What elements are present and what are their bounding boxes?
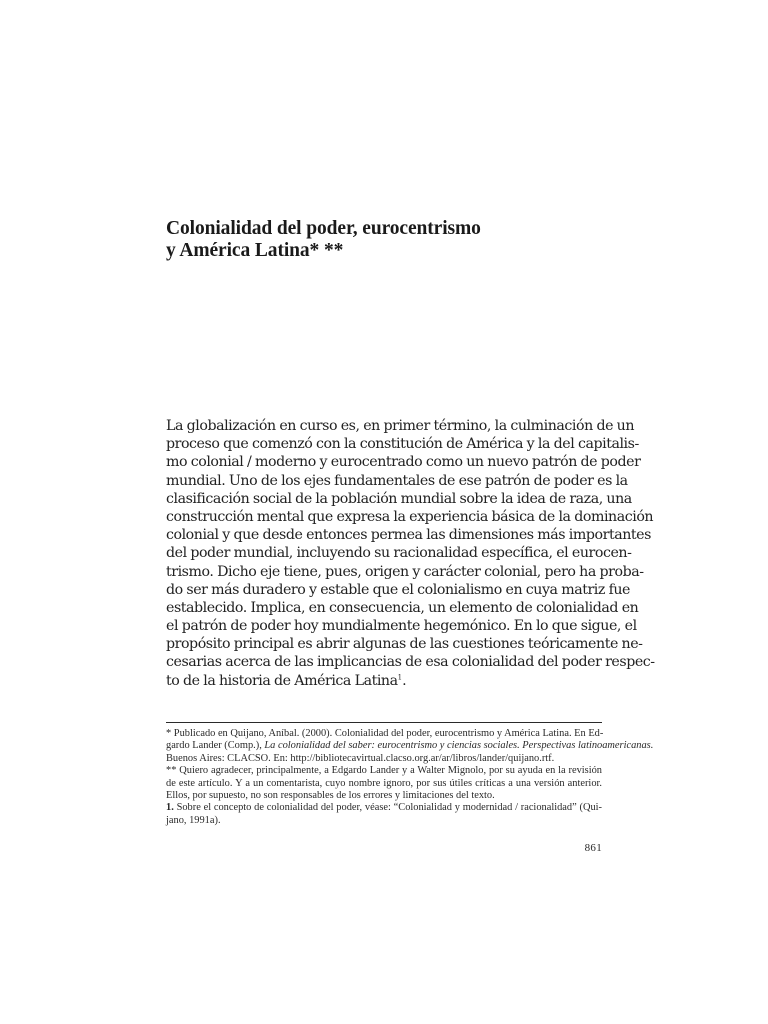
- footnote-reference-link[interactable]: 1: [397, 672, 403, 681]
- body-line: cesarias acerca de las implicancias de esa colonialidad del poder respec-: [166, 654, 655, 671]
- footnote-3-text: Sobre el concepto de colonialidad del poder, véase: “Colonialidad y modernidad / racionalidad” (Qui-: [173, 802, 602, 814]
- title-line-1: Colonialidad del poder, eurocentrismo: [166, 218, 481, 239]
- body-line: proceso que comenzó con la constitución de América y la del capitalis-: [166, 436, 639, 453]
- body-line: establecido. Implica, en consecuencia, un elemento de colonialidad en: [166, 599, 639, 616]
- footnote-2-line: ** Quiero agradecer, principalmente, a Edgardo Lander y a Walter Mignolo, por su ayuda en la revisión: [166, 765, 602, 777]
- body-paragraph: [166, 417, 655, 690]
- footnote-3-line: jano, 1991a).: [166, 814, 221, 826]
- body-line-last: [166, 672, 602, 690]
- footnote-2-line: de este artículo. Y a un comentarista, cuyo nombre ignoro, por sus útiles críticas a una versión anterior.: [166, 777, 602, 789]
- body-line-text: to de la historia de América Latina: [166, 672, 398, 689]
- page-number: 861: [584, 842, 602, 854]
- title-line-2: y América Latina* **: [166, 240, 344, 261]
- footnote-2-line: Ellos, por supuesto, no son responsables de los errores y limitaciones del texto.: [166, 789, 495, 801]
- footnote-1-line: [166, 740, 654, 752]
- footnote-divider: [166, 722, 602, 723]
- body-line: trismo. Dicho eje tiene, pues, origen y carácter colonial, pero ha proba-: [166, 563, 644, 580]
- body-line: La globalización en curso es, en primer término, la culminación de un: [166, 418, 635, 434]
- footnotes-section: [166, 728, 654, 827]
- body-line: mo colonial / moderno y eurocentrado como un nuevo patrón de poder: [166, 454, 641, 471]
- body-line: mundial. Uno de los ejes fundamentales de ese patrón de poder es la: [166, 472, 628, 489]
- footnote-3-line: [166, 802, 602, 814]
- body-line: construcción mental que expresa la experiencia básica de la dominación: [166, 508, 654, 525]
- footnote-1-book-title: La colonialidad del saber: eurocentrismo y ciencias sociales. Perspectivas latinoamericanas.: [264, 740, 654, 752]
- body-end-punctuation: .: [402, 672, 407, 689]
- body-line: propósito principal es abrir algunas de las cuestiones teóricamente ne-: [166, 636, 643, 653]
- footnote-1-line: * Publicado en Quijano, Aníbal. (2000). Colonialidad del poder, eurocentrismo y América Latina. En Ed-: [166, 728, 604, 739]
- body-line: colonial y que desde entonces permea las dimensiones más importantes: [166, 527, 651, 544]
- footnote-1-text: gardo Lander (Comp.),: [166, 740, 265, 752]
- body-line: el patrón de poder hoy mundialmente hegemónico. En lo que sigue, el: [166, 618, 637, 635]
- body-line: do ser más duradero y estable que el colonialismo en cuya matriz fue: [166, 581, 631, 598]
- footnote-3-number: 1.: [166, 802, 174, 814]
- body-line: del poder mundial, incluyendo su racionalidad específica, el eurocen-: [166, 545, 632, 562]
- article-title: [166, 218, 626, 262]
- body-line: clasificación social de la población mundial sobre la idea de raza, una: [166, 490, 632, 507]
- footnote-1-source-link[interactable]: Buenos Aires: CLACSO. En: http://bibliotecavirtual.clacso.org.ar/ar/libros/lander/quijano.rtf.: [166, 752, 555, 764]
